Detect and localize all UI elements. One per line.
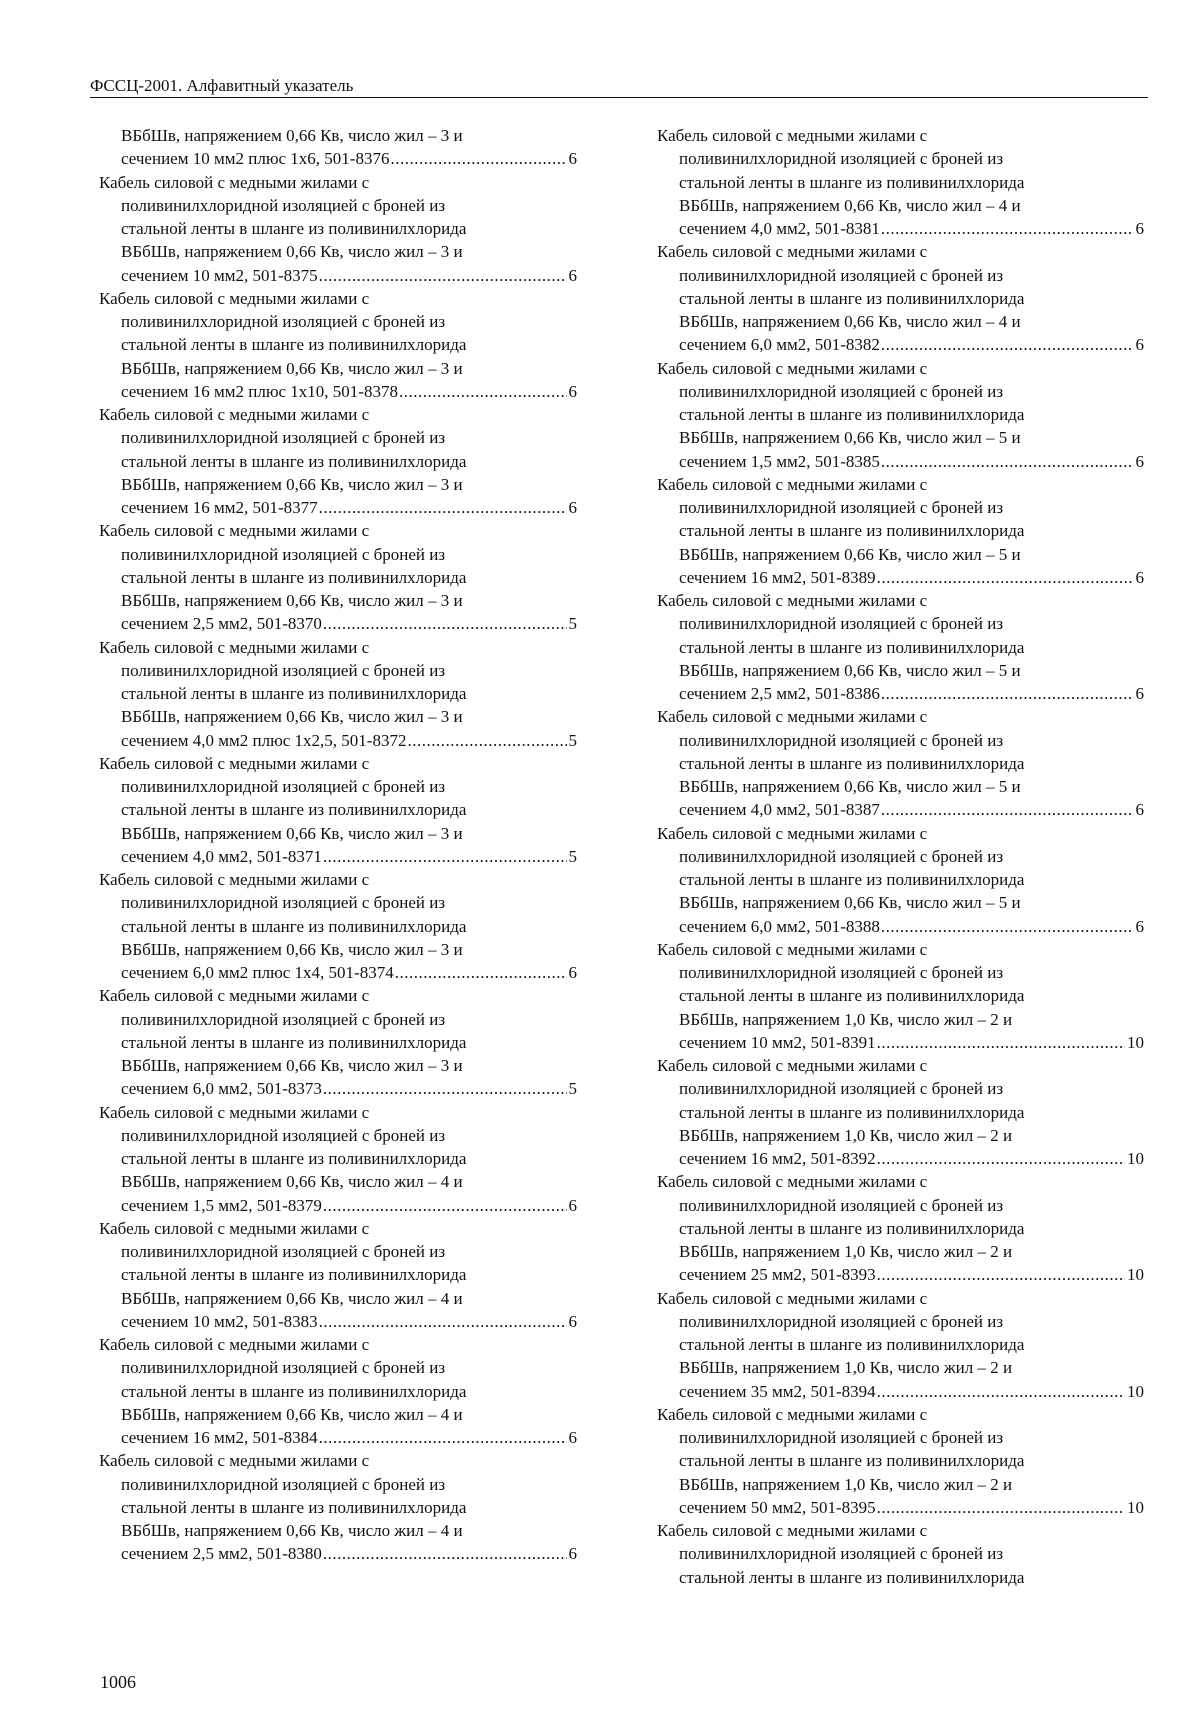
entry-line: ВБбШв, напряжением 1,0 Кв, число жил – 2 и xyxy=(679,1474,1013,1494)
entry-code: сечением 1,5 мм2, 501-8379 xyxy=(121,1195,322,1215)
entry-heading: Кабель силовой с медными жилами с xyxy=(657,358,928,378)
entry-last-line xyxy=(99,729,577,752)
entry-heading: Кабель силовой с медными жилами с xyxy=(99,1102,370,1122)
entry-page-ref: 6 xyxy=(568,1195,577,1215)
entry-code: сечением 25 мм2, 501-8393 xyxy=(679,1265,876,1285)
entry-heading: Кабель силовой с медными жилами с xyxy=(657,591,928,610)
entry-last-line xyxy=(99,612,577,635)
entry-heading: Кабель силовой с медными жилами с xyxy=(657,1056,928,1075)
entry-line: стальной ленты в шланге из поливинилхлорида xyxy=(121,1497,467,1517)
entry-last-line xyxy=(657,450,1144,473)
entry-line: стальной ленты в шланге из поливинилхлорида xyxy=(679,521,1025,541)
dot-leader xyxy=(881,450,1134,473)
index-entry xyxy=(99,1333,577,1449)
entry-line: поливинилхлоридной изоляцией с броней из xyxy=(679,846,1004,866)
dot-leader xyxy=(390,147,566,170)
entry-last-line xyxy=(99,1310,577,1333)
entry-page-ref: 10 xyxy=(1127,1497,1144,1517)
entry-line: ВБбШв, напряжением 0,66 Кв, число жил – 3 и xyxy=(121,591,463,610)
entry-line: стальной ленты в шланге из поливинилхлорида xyxy=(121,451,467,471)
entry-line: поливинилхлоридной изоляцией с броней из xyxy=(679,1428,1004,1447)
entry-last-line xyxy=(657,682,1144,705)
entry-line: поливинилхлоридной изоляцией с броней из xyxy=(121,1358,446,1378)
entry-line: ВБбШв, напряжением 0,66 Кв, число жил – 4 и xyxy=(121,1288,463,1308)
entry-line: поливинилхлоридной изоляцией с броней из xyxy=(679,149,1004,169)
entry-code: сечением 35 мм2, 501-8394 xyxy=(679,1381,876,1401)
entry-line: ВБбШв, напряжением 0,66 Кв, число жил – 5 и xyxy=(679,428,1021,448)
entry-page-ref: 6 xyxy=(1135,335,1144,355)
entry-page-ref: 5 xyxy=(568,1079,577,1099)
index-entry xyxy=(657,1170,1144,1286)
entry-line: ВБбШв, напряжением 0,66 Кв, число жил – 4 и xyxy=(121,1172,463,1192)
entry-last-line xyxy=(99,264,577,287)
entry-page-ref: 10 xyxy=(1127,1032,1144,1052)
index-entry xyxy=(657,589,1144,705)
entry-page-ref: 6 xyxy=(568,1311,577,1331)
entry-line: ВБбШв, напряжением 0,66 Кв, число жил – 4 и xyxy=(679,195,1021,215)
dot-leader xyxy=(877,1380,1125,1403)
entry-last-line xyxy=(99,1194,577,1217)
entry-heading: Кабель силовой с медными жилами с xyxy=(99,288,370,308)
entry-last-line xyxy=(657,217,1144,240)
dot-leader xyxy=(407,729,566,752)
entry-line: стальной ленты в шланге из поливинилхлорида xyxy=(679,405,1025,424)
entry-page-ref: 6 xyxy=(568,149,577,169)
entry-line: стальной ленты в шланге из поливинилхлорида xyxy=(121,800,467,820)
entry-code: сечением 4,0 мм2, 501-8371 xyxy=(121,846,322,866)
entry-line: ВБбШв, напряжением 0,66 Кв, число жил – 3 и xyxy=(121,126,463,145)
entry-heading: Кабель силовой с медными жилами с xyxy=(99,521,370,541)
entry-heading: Кабель силовой с медными жилами с xyxy=(99,1335,370,1354)
entry-code: сечением 4,0 мм2 плюс 1х2,5, 501-8372 xyxy=(121,730,407,750)
entry-last-line xyxy=(99,961,577,984)
index-entry xyxy=(99,287,577,403)
entry-code: сечением 50 мм2, 501-8395 xyxy=(679,1497,876,1517)
entry-line: поливинилхлоридной изоляцией с броней из xyxy=(679,1079,1004,1099)
entry-page-ref: 6 xyxy=(568,1428,577,1447)
entry-page-ref: 6 xyxy=(568,265,577,285)
index-entry xyxy=(657,705,1144,821)
entry-line: ВБбШв, напряжением 0,66 Кв, число жил – 3 и xyxy=(121,939,463,959)
entry-page-ref: 10 xyxy=(1127,1149,1144,1168)
entry-page-ref: 5 xyxy=(568,846,577,866)
entry-line: поливинилхлоридной изоляцией с броней из xyxy=(679,1195,1004,1215)
dot-leader xyxy=(881,798,1134,821)
dot-leader xyxy=(323,1077,567,1100)
dot-leader xyxy=(323,1194,567,1217)
entry-line: стальной ленты в шланге из поливинилхлорида xyxy=(679,1567,1025,1587)
entry-heading: Кабель силовой с медными жилами с xyxy=(99,870,370,889)
dot-leader xyxy=(877,1147,1125,1170)
entry-last-line xyxy=(657,566,1144,589)
entry-heading: Кабель силовой с медными жилами с xyxy=(657,1521,928,1540)
entry-line: ВБбШв, напряжением 1,0 Кв, число жил – 2 и xyxy=(679,1242,1013,1261)
entry-line: стальной ленты в шланге из поливинилхлорида xyxy=(679,172,1025,192)
entry-last-line xyxy=(657,915,1144,938)
entry-line: поливинилхлоридной изоляцией с броней из xyxy=(121,1242,446,1261)
index-entry xyxy=(99,171,577,287)
entry-heading: Кабель силовой с медными жилами с xyxy=(657,126,928,145)
entry-line: поливинилхлоридной изоляцией с броней из xyxy=(121,1125,446,1145)
entry-last-line xyxy=(99,147,577,170)
entry-code: сечением 10 мм2, 501-8375 xyxy=(121,265,318,285)
entry-page-ref: 6 xyxy=(1135,567,1144,587)
entry-heading: Кабель силовой с медными жилами с xyxy=(99,986,370,1006)
entry-line: стальной ленты в шланге из поливинилхлорида xyxy=(679,870,1025,889)
entry-line: ВБбШв, напряжением 0,66 Кв, число жил – 4 и xyxy=(121,1521,463,1540)
dot-leader xyxy=(319,264,567,287)
header-title: ФССЦ-2001. Алфавитный указатель xyxy=(90,76,354,95)
entry-line: стальной ленты в шланге из поливинилхлорида xyxy=(121,567,467,587)
entry-line: ВБбШв, напряжением 1,0 Кв, число жил – 2 и xyxy=(679,1358,1013,1378)
entry-line: ВБбШв, напряжением 1,0 Кв, число жил – 2 и xyxy=(679,1125,1013,1145)
dot-leader xyxy=(319,1310,567,1333)
entry-line: стальной ленты в шланге из поливинилхлорида xyxy=(679,1335,1025,1354)
dot-leader xyxy=(323,1542,567,1565)
entry-line: ВБбШв, напряжением 0,66 Кв, число жил – 3 и xyxy=(121,1056,463,1075)
dot-leader xyxy=(323,845,567,868)
dot-leader xyxy=(319,496,567,519)
entry-code: сечением 10 мм2, 501-8391 xyxy=(679,1032,876,1052)
dot-leader xyxy=(399,380,567,403)
dot-leader xyxy=(877,566,1134,589)
entry-page-ref: 5 xyxy=(568,730,577,750)
entry-code: сечением 6,0 мм2, 501-8388 xyxy=(679,916,880,936)
entry-code: сечением 16 мм2, 501-8377 xyxy=(121,498,318,517)
entry-last-line xyxy=(657,1031,1144,1054)
entry-code: сечением 1,5 мм2, 501-8385 xyxy=(679,451,880,471)
entry-heading: Кабель силовой с медными жилами с xyxy=(99,172,370,192)
index-entry xyxy=(99,984,577,1100)
entry-line: стальной ленты в шланге из поливинилхлорида xyxy=(679,1451,1025,1471)
entry-heading: Кабель силовой с медными жилами с xyxy=(99,405,370,424)
entry-page-ref: 6 xyxy=(568,381,577,401)
entry-line: поливинилхлоридной изоляцией с броней из xyxy=(679,963,1004,982)
entry-code: сечением 4,0 мм2, 501-8381 xyxy=(679,219,880,238)
entry-line: поливинилхлоридной изоляцией с броней из xyxy=(679,1544,1004,1564)
entry-line: ВБбШв, напряжением 0,66 Кв, число жил – 5 и xyxy=(679,893,1021,913)
entry-line: стальной ленты в шланге из поливинилхлорида xyxy=(121,219,467,238)
dot-leader xyxy=(881,333,1134,356)
index-entry xyxy=(657,240,1144,356)
entry-last-line xyxy=(99,845,577,868)
entry-line: поливинилхлоридной изоляцией с броней из xyxy=(121,893,446,913)
dot-leader xyxy=(881,217,1134,240)
entry-page-ref: 5 xyxy=(568,614,577,634)
index-entry xyxy=(657,1519,1144,1589)
entry-last-line xyxy=(657,1380,1144,1403)
entry-line: поливинилхлоридной изоляцией с броней из xyxy=(121,1009,446,1029)
entry-line: стальной ленты в шланге из поливинилхлорида xyxy=(121,1381,467,1401)
entry-line: ВБбШв, напряжением 0,66 Кв, число жил – 5 и xyxy=(679,660,1021,680)
entry-code: сечением 16 мм2, 501-8392 xyxy=(679,1149,876,1168)
index-entry xyxy=(99,403,577,519)
entry-line: поливинилхлоридной изоляцией с броней из xyxy=(121,1474,446,1494)
dot-leader xyxy=(881,915,1134,938)
entry-line: поливинилхлоридной изоляцией с броней из xyxy=(121,544,446,564)
entry-line: стальной ленты в шланге из поливинилхлорида xyxy=(679,1102,1025,1122)
index-entry xyxy=(657,124,1144,240)
entry-line: поливинилхлоридной изоляцией с броней из xyxy=(121,428,446,448)
dot-leader xyxy=(319,1426,567,1449)
entry-page-ref: 6 xyxy=(568,498,577,517)
entry-page-ref: 6 xyxy=(1135,916,1144,936)
index-entry xyxy=(99,1101,577,1217)
entry-heading: Кабель силовой с медными жилами с xyxy=(99,1451,370,1471)
entry-line: стальной ленты в шланге из поливинилхлорида xyxy=(679,986,1025,1006)
entry-heading: Кабель силовой с медными жилами с xyxy=(657,939,928,959)
entry-last-line xyxy=(99,496,577,519)
index-entry xyxy=(99,124,577,171)
entry-heading: Кабель силовой с медными жилами с xyxy=(657,1172,928,1192)
entry-page-ref: 6 xyxy=(1135,219,1144,238)
entry-heading: Кабель силовой с медными жилами с xyxy=(657,1404,928,1424)
entry-line: поливинилхлоридной изоляцией с броней из xyxy=(679,1311,1004,1331)
index-entry xyxy=(657,473,1144,589)
entry-line: ВБбШв, напряжением 0,66 Кв, число жил – 4 и xyxy=(679,312,1021,331)
entry-line: поливинилхлоридной изоляцией с броней из xyxy=(679,381,1004,401)
dot-leader xyxy=(877,1496,1125,1519)
entry-last-line xyxy=(99,1077,577,1100)
index-column-left xyxy=(99,124,577,1566)
entry-line: стальной ленты в шланге из поливинилхлорида xyxy=(679,1218,1025,1238)
entry-code: сечением 4,0 мм2, 501-8387 xyxy=(679,800,880,820)
entry-line: стальной ленты в шланге из поливинилхлорида xyxy=(121,916,467,936)
entry-heading: Кабель силовой с медными жилами с xyxy=(657,707,928,727)
entry-line: стальной ленты в шланге из поливинилхлорида xyxy=(679,288,1025,308)
entry-line: ВБбШв, напряжением 0,66 Кв, число жил – 5 и xyxy=(679,544,1021,564)
entry-line: ВБбШв, напряжением 0,66 Кв, число жил – 5 и xyxy=(679,777,1021,796)
entry-line: ВБбШв, напряжением 0,66 Кв, число жил – 3 и xyxy=(121,358,463,378)
dot-leader xyxy=(877,1031,1125,1054)
entry-line: ВБбШв, напряжением 0,66 Кв, число жил – 3 и xyxy=(121,474,463,494)
entry-last-line xyxy=(657,1263,1144,1286)
entry-page-ref: 6 xyxy=(568,963,577,982)
dot-leader xyxy=(881,682,1134,705)
dot-leader xyxy=(395,961,567,984)
index-entry xyxy=(657,938,1144,1054)
entry-code: сечением 2,5 мм2, 501-8370 xyxy=(121,614,322,634)
index-entry xyxy=(99,1217,577,1333)
entry-page-ref: 10 xyxy=(1127,1381,1144,1401)
dot-leader xyxy=(877,1263,1125,1286)
entry-line: стальной ленты в шланге из поливинилхлорида xyxy=(679,637,1025,657)
entry-last-line xyxy=(99,380,577,403)
entry-heading: Кабель силовой с медными жилами с xyxy=(657,1288,928,1308)
dot-leader xyxy=(323,612,567,635)
entry-line: стальной ленты в шланге из поливинилхлорида xyxy=(121,1032,467,1052)
entry-last-line xyxy=(657,798,1144,821)
entry-page-ref: 10 xyxy=(1127,1265,1144,1285)
entry-last-line xyxy=(657,333,1144,356)
index-entry xyxy=(99,519,577,635)
index-column-right xyxy=(657,124,1144,1589)
entry-page-ref: 6 xyxy=(568,1544,577,1564)
entry-code: сечением 16 мм2, 501-8384 xyxy=(121,1428,318,1447)
entry-code: сечением 2,5 мм2, 501-8386 xyxy=(679,684,880,703)
entry-line: стальной ленты в шланге из поливинилхлорида xyxy=(121,335,467,355)
entry-last-line xyxy=(99,1542,577,1565)
index-entry xyxy=(99,868,577,984)
index-entry xyxy=(657,1054,1144,1170)
entry-code: сечением 6,0 мм2, 501-8382 xyxy=(679,335,880,355)
entry-line: ВБбШв, напряжением 1,0 Кв, число жил – 2 и xyxy=(679,1009,1013,1029)
entry-heading: Кабель силовой с медными жилами с xyxy=(657,823,928,843)
entry-line: поливинилхлоридной изоляцией с броней из xyxy=(121,660,446,680)
running-header xyxy=(90,66,1148,98)
entry-code: сечением 6,0 мм2 плюс 1х4, 501-8374 xyxy=(121,963,394,982)
entry-code: сечением 16 мм2 плюс 1х10, 501-8378 xyxy=(121,381,398,401)
entry-code: сечением 16 мм2, 501-8389 xyxy=(679,567,876,587)
entry-line: ВБбШв, напряжением 0,66 Кв, число жил – 3 и xyxy=(121,242,463,262)
entry-line: поливинилхлоридной изоляцией с броней из xyxy=(121,777,446,796)
entry-line: стальной ленты в шланге из поливинилхлорида xyxy=(121,684,467,703)
index-entry xyxy=(657,1403,1144,1519)
entry-line: поливинилхлоридной изоляцией с броней из xyxy=(679,265,1004,285)
entry-line: стальной ленты в шланге из поливинилхлорида xyxy=(679,753,1025,773)
index-entry xyxy=(99,752,577,868)
entry-heading: Кабель силовой с медными жилами с xyxy=(99,1218,370,1238)
entry-line: поливинилхлоридной изоляцией с броней из xyxy=(679,498,1004,517)
entry-last-line xyxy=(99,1426,577,1449)
entry-page-ref: 6 xyxy=(1135,684,1144,703)
entry-last-line xyxy=(657,1496,1144,1519)
entry-code: сечением 6,0 мм2, 501-8373 xyxy=(121,1079,322,1099)
entry-heading: Кабель силовой с медными жилами с xyxy=(657,474,928,494)
entry-page-ref: 6 xyxy=(1135,800,1144,820)
entry-line: ВБбШв, напряжением 0,66 Кв, число жил – 3 и xyxy=(121,823,463,843)
entry-line: поливинилхлоридной изоляцией с броней из xyxy=(121,195,446,215)
index-entry xyxy=(99,1449,577,1565)
entry-page-ref: 6 xyxy=(1135,451,1144,471)
index-entry xyxy=(657,357,1144,473)
index-entry xyxy=(99,636,577,752)
entry-code: сечением 10 мм2, 501-8383 xyxy=(121,1311,318,1331)
entry-code: сечением 2,5 мм2, 501-8380 xyxy=(121,1544,322,1564)
entry-line: ВБбШв, напряжением 0,66 Кв, число жил – 3 и xyxy=(121,707,463,727)
entry-last-line xyxy=(657,1147,1144,1170)
entry-heading: Кабель силовой с медными жилами с xyxy=(99,637,370,657)
entry-code: сечением 10 мм2 плюс 1х6, 501-8376 xyxy=(121,149,390,169)
entry-heading: Кабель силовой с медными жилами с xyxy=(657,242,928,262)
entry-line: поливинилхлоридной изоляцией с броней из xyxy=(679,614,1004,634)
page-number: 1006 xyxy=(100,1672,136,1692)
entry-line: стальной ленты в шланге из поливинилхлорида xyxy=(121,1149,467,1168)
entry-line: ВБбШв, напряжением 0,66 Кв, число жил – 4 и xyxy=(121,1404,463,1424)
entry-heading: Кабель силовой с медными жилами с xyxy=(99,753,370,773)
entry-line: поливинилхлоридной изоляцией с броней из xyxy=(121,312,446,331)
index-entry xyxy=(657,1287,1144,1403)
entry-line: стальной ленты в шланге из поливинилхлорида xyxy=(121,1265,467,1285)
index-entry xyxy=(657,822,1144,938)
entry-line: поливинилхлоридной изоляцией с броней из xyxy=(679,730,1004,750)
